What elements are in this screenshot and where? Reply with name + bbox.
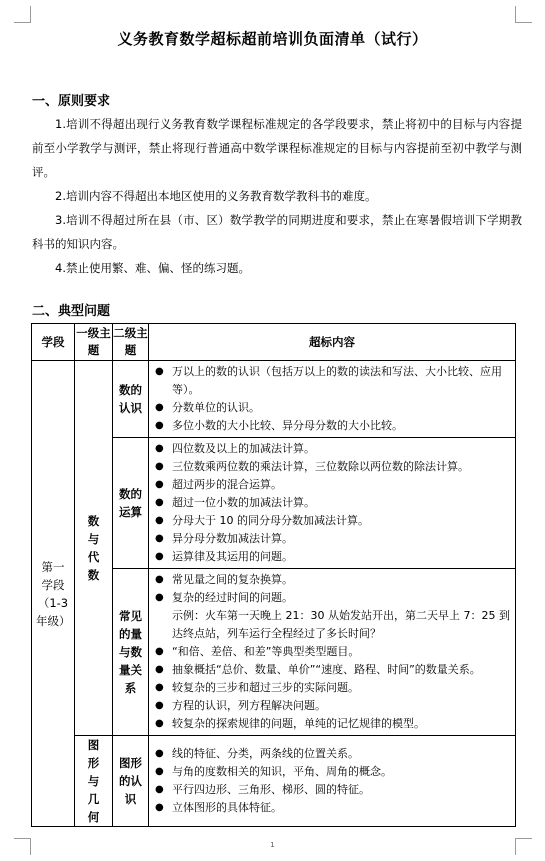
list-item: ● 分数单位的认识。 bbox=[155, 399, 511, 417]
list-item: ● “和倍、差倍、和差”等典型类型题目。 bbox=[155, 643, 511, 661]
list-item: ● 方程的认识，列方程解决问题。 bbox=[155, 697, 511, 715]
list-item: ● 多位小数的大小比较、异分母分数的大小比较。 bbox=[155, 417, 511, 435]
page-number: 1 bbox=[270, 841, 275, 849]
example-text: 示例：火车第一天晚上 21：30 从始发站开出，第二天早上 7：25 到达终点站，列车运行全程经过了多长时间？ bbox=[172, 609, 510, 640]
header-topic2: 二级主题 bbox=[113, 324, 149, 361]
header-topic1: 一级主题 bbox=[75, 324, 113, 361]
page-corner-mark bbox=[515, 6, 532, 23]
topic2-cell: 数的认识 bbox=[113, 361, 149, 438]
list-item: ● 分母大于 10 的同分母分数加减法计算。 bbox=[155, 512, 511, 530]
list-item: ● 常见量之间的复杂换算。 bbox=[155, 571, 511, 589]
principle-paragraph: 2.培训内容不得超出本地区使用的义务教育数学教科书的难度。 bbox=[55, 189, 377, 203]
list-item: ● 四位数及以上的加减法计算。 bbox=[155, 440, 511, 458]
list-item: ● 超过两步的混合运算。 bbox=[155, 476, 511, 494]
topic2-cell: 图形的认识 bbox=[113, 736, 149, 827]
list-item: ● 异分母分数加减法计算。 bbox=[155, 530, 511, 548]
table-row bbox=[32, 736, 516, 827]
principle-paragraph: 4.禁止使用繁、难、偏、怪的练习题。 bbox=[55, 261, 250, 275]
topic2-cell: 常见的量与数量关系 bbox=[113, 569, 149, 736]
page-corner-mark bbox=[14, 6, 31, 23]
header-content: 超标内容 bbox=[149, 324, 516, 361]
content-cell bbox=[149, 361, 516, 438]
document-title: 义务教育数学超标超前培训负面清单（试行） bbox=[117, 30, 428, 48]
table-header-row bbox=[32, 324, 516, 361]
list-item: ● 较复杂的三步和超过三步的实际问题。 bbox=[155, 679, 511, 697]
list-item: ● 三位数乘两位数的乘法计算，三位数除以两位数的除法计算。 bbox=[155, 458, 511, 476]
list-item: ● 万以上的数的认识（包括万以上的数的读法和写法、大小比较、应用等）。 bbox=[155, 363, 511, 399]
content-cell bbox=[149, 438, 516, 569]
list-item: ● 线的特征、分类，两条线的位置关系。 bbox=[155, 745, 511, 763]
section-heading-principles: 一、原则要求 bbox=[32, 94, 111, 109]
stage-cell: 第一学段（1-3年级） bbox=[32, 361, 75, 827]
topic1-geometry: 图形与几何 bbox=[75, 736, 113, 827]
topic2-cell: 数的运算 bbox=[113, 438, 149, 569]
list-item: ● 与角的度数相关的知识，平角、周角的概念。 bbox=[155, 763, 511, 781]
over-standard-table bbox=[31, 323, 516, 827]
list-item: ● 复杂的经过时间的问题。 bbox=[155, 589, 511, 607]
content-cell bbox=[149, 569, 516, 736]
topic1-number-algebra: 数与代数 bbox=[75, 361, 113, 736]
principle-paragraph: 3.培训不得超过所在县（市、区）数学教学的同期进度和要求，禁止在寒暑假培训下学期教科书的知识内容。 bbox=[32, 213, 522, 251]
list-item: ● 平行四边形、三角形、梯形、圆的特征。 bbox=[155, 781, 511, 799]
content-cell bbox=[149, 736, 516, 827]
header-stage: 学段 bbox=[32, 324, 75, 361]
table-row bbox=[32, 361, 516, 438]
principle-paragraph: 1.培训不得超出现行义务教育数学课程标准规定的各学段要求，禁止将初中的目标与内容提前至小学教学与测评，禁止将现行普通高中数学课程标准规定的目标与内容提前至初中教学与测评。 bbox=[32, 117, 522, 179]
list-item: ● 超过一位小数的加减法计算。 bbox=[155, 494, 511, 512]
section-heading-typical-problems: 二、典型问题 bbox=[32, 304, 111, 319]
list-item: ● 立体图形的具体特征。 bbox=[155, 799, 511, 817]
list-item: ● 抽象概括“总价、数量、单价”“速度、路程、时间”的数量关系。 bbox=[155, 661, 511, 679]
list-item: ● 较复杂的探索规律的问题，单纯的记忆规律的模型。 bbox=[155, 715, 511, 733]
list-item: ● 运算律及其运用的问题。 bbox=[155, 548, 511, 566]
